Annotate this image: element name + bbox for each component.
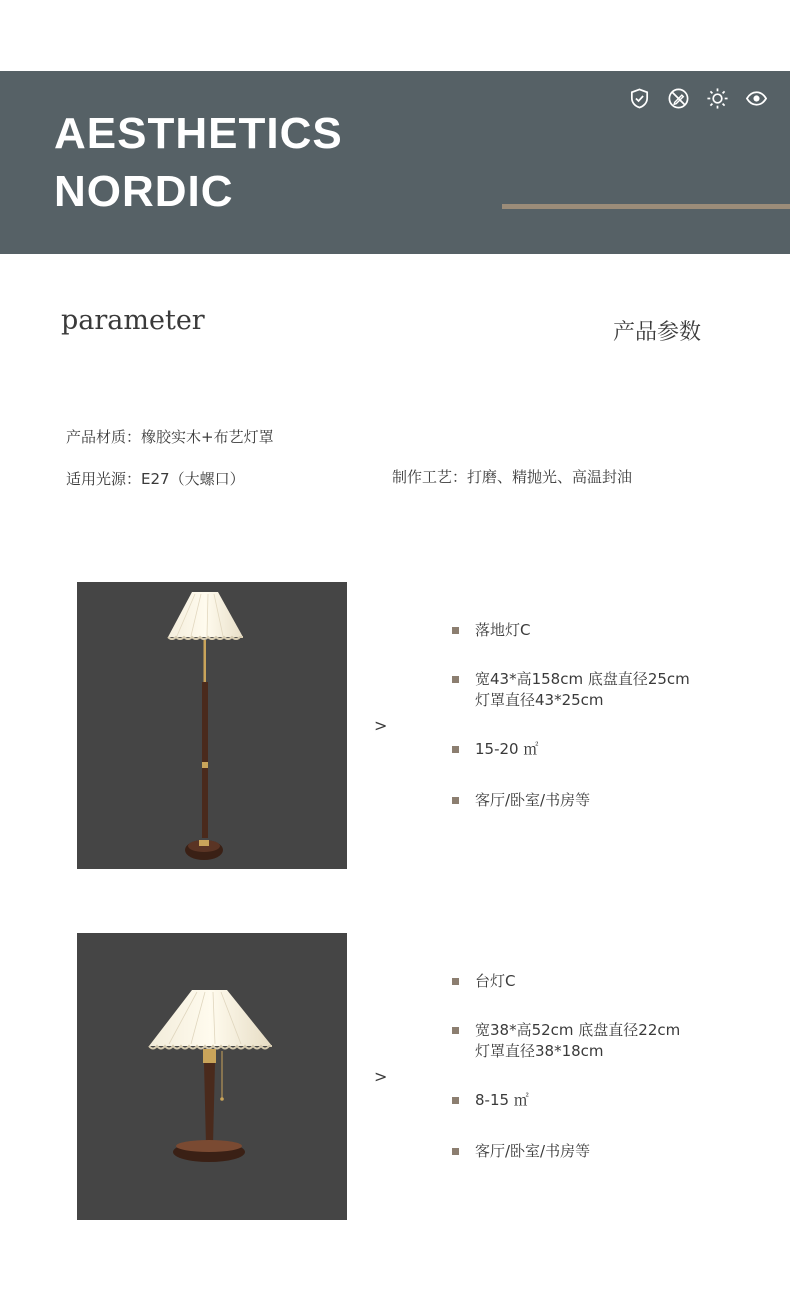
bullet-icon: [452, 1148, 459, 1155]
table-lamp-details: [452, 971, 680, 1162]
product-size: 宽38*高52cm 底盘直径22cm: [475, 1021, 681, 1039]
bullet-icon: [452, 797, 459, 804]
parameter-heading: parameter: [61, 305, 205, 336]
list-item: [452, 739, 690, 760]
banner-title-line2: NORDIC: [54, 167, 234, 216]
product-area: 8-15 ㎡: [475, 1091, 529, 1109]
spec-light-source: 适用光源：E27（大螺口）: [66, 470, 245, 488]
product-area: 15-20 ㎡: [475, 740, 539, 758]
banner-title-line1: AESTHETICS: [54, 109, 343, 158]
banner-accent-line: [502, 204, 790, 209]
floor-lamp-details: [452, 620, 690, 811]
product-shade-size: 灯罩直径38*18cm: [475, 1042, 604, 1060]
list-item: [452, 971, 680, 992]
list-item: [452, 1141, 680, 1162]
spec-craft: 制作工艺：打磨、精抛光、高温封油: [392, 468, 633, 486]
eye-icon: [745, 87, 768, 110]
list-item: [452, 1020, 680, 1062]
bullet-icon: [452, 676, 459, 683]
parameter-heading-cn: 产品参数: [613, 320, 702, 345]
product-rooms: 客厅/卧室/书房等: [475, 1142, 591, 1160]
no-pencil-icon: [667, 87, 690, 110]
header-banner: [0, 71, 790, 254]
arrow-indicator: >: [374, 716, 388, 735]
bullet-icon: [452, 1097, 459, 1104]
product-size: 宽43*高158cm 底盘直径25cm: [475, 670, 690, 688]
bullet-icon: [452, 1027, 459, 1034]
list-item: [452, 669, 690, 711]
bullet-icon: [452, 746, 459, 753]
floor-lamp-photo: [77, 582, 347, 869]
bullet-icon: [452, 627, 459, 634]
banner-title: [54, 105, 343, 221]
product-rooms: 客厅/卧室/书房等: [475, 791, 591, 809]
spec-material: 产品材质：橡胶实木+布艺灯罩: [66, 428, 274, 446]
bullet-icon: [452, 978, 459, 985]
shield-check-icon: [628, 87, 651, 110]
table-lamp-photo: [77, 933, 347, 1220]
feature-icons: [628, 87, 768, 110]
list-item: [452, 790, 690, 811]
product-shade-size: 灯罩直径43*25cm: [475, 691, 604, 709]
arrow-indicator: >: [374, 1067, 388, 1086]
product-name: 落地灯C: [475, 621, 531, 639]
list-item: [452, 1090, 680, 1111]
sun-icon: [706, 87, 729, 110]
product-name: 台灯C: [475, 972, 516, 990]
list-item: [452, 620, 690, 641]
